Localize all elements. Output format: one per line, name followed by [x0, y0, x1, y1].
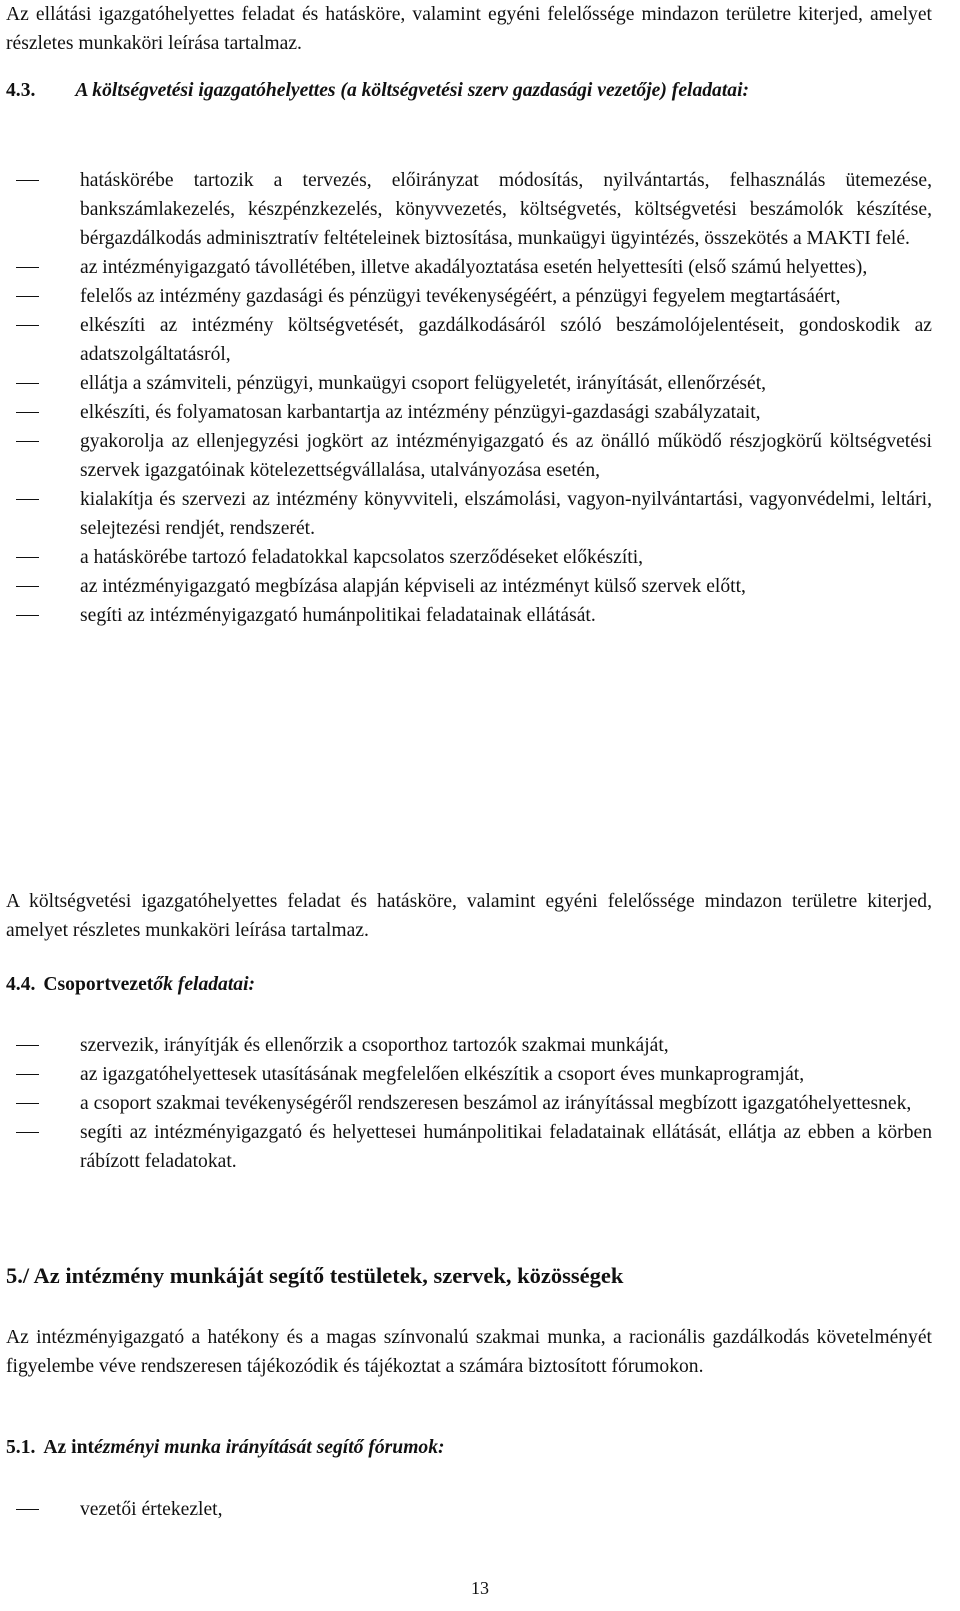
section-5-1-title-italic: ézményi munka irányítását segítő fórumok: — [94, 1437, 445, 1458]
list-item: elkészíti az intézmény költségvetését, gazdálkodásáról szóló beszámolójelentéseit, gondoskodik az adatszolgáltatásról, — [6, 311, 932, 369]
list-item: felelős az intézmény gazdasági és pénzügyi tevékenységéért, a pénzügyi fegyelem megtartásáért, — [6, 282, 932, 311]
list-item: az igazgatóhelyettesek utasításának megfelelően elkészítik a csoport éves munkaprogramját, — [6, 1060, 932, 1089]
section-5-paragraph: Az intézményigazgató a hatékony és a magas színvonalú szakmai munka, a racionális gazdálkodás követelményét figyelembe véve rendszeresen tájékozódik és tájékoztat a számára biztosított fórumokon. — [6, 1327, 932, 1377]
list-item: segíti az intézményigazgató humánpolitikai feladatainak ellátását. — [6, 601, 932, 630]
section-5-1-list — [6, 1495, 932, 1524]
list-item: segíti az intézményigazgató és helyettesei humánpolitikai feladatainak ellátását, ellátja az ebben a körben rábízott feladatokat. — [6, 1118, 932, 1176]
list-item: a hatáskörébe tartozó feladatokkal kapcsolatos szerződéseket előkészíti, — [6, 543, 932, 572]
dash-bullet-icon — [16, 383, 39, 384]
list-item: gyakorolja az ellenjegyzési jogkört az intézményigazgató és az önálló működő részjogkörű költségvetési szervek igazgatóinak kötelezettségvállalása, utalványozása esetén, — [6, 427, 932, 485]
section-5-1-number: 5.1. — [6, 1437, 36, 1458]
section-5-heading: 5./ Az intézmény munkáját segítő testületek, szervek, közösségek — [6, 1263, 624, 1288]
dash-bullet-icon — [16, 499, 39, 500]
dash-bullet-icon — [16, 412, 39, 413]
section-5-1-heading — [6, 1433, 932, 1462]
list-item: szervezik, irányítják és ellenőrzik a csoporthoz tartozók szakmai munkáját, — [6, 1031, 932, 1060]
list-item: kialakítja és szervezi az intézmény könyvviteli, elszámolási, vagyon-nyilvántartási, vagyonvédelmi, leltári, selejtezési rendjét, rendszerét. — [6, 485, 932, 543]
section-4-4-title-plain: Csoportvezet — [43, 974, 154, 995]
list-item: ellátja a számviteli, pénzügyi, munkaügyi csoport felügyeletét, irányítását, ellenőrzését, — [6, 369, 932, 398]
page-number: 13 — [471, 1578, 489, 1598]
list-item: hatáskörébe tartozik a tervezés, előirányzat módosítás, nyilvántartás, felhasználás ütemezése, bankszámlakezelés, készpénzkezelés, könyvvezetés, költségvetés, költségvetési beszámolók készítése, bérgazdálkodás adminisztratív feltételeinek biztosítása, munkaügyi ügyintézés, összekötés a MAKTI felé. — [6, 166, 932, 253]
list-item: az intézményigazgató megbízása alapján képviseli az intézményt külső szervek előtt, — [6, 572, 932, 601]
dash-bullet-icon — [16, 557, 39, 558]
dash-bullet-icon — [16, 267, 39, 268]
dash-bullet-icon — [16, 441, 39, 442]
dash-bullet-icon — [16, 325, 39, 326]
dash-bullet-icon — [16, 1045, 39, 1046]
section-4-4-number: 4.4. — [6, 974, 36, 995]
section-4-3-number: 4.3. — [6, 80, 36, 101]
section-4-4-list — [6, 1031, 932, 1176]
intro-paragraph: Az ellátási igazgatóhelyettes feladat és hatásköre, valamint egyéni felelőssége mindazon területre kiterjed, amelyet részletes munkaköri leírása tartalmaz. — [6, 4, 932, 54]
list-item: elkészíti, és folyamatosan karbantartja az intézmény pénzügyi-gazdasági szabályzatait, — [6, 398, 932, 427]
dash-bullet-icon — [16, 180, 39, 181]
dash-bullet-icon — [16, 1103, 39, 1104]
dash-bullet-icon — [16, 1132, 39, 1133]
section-4-4-heading — [6, 970, 932, 999]
dash-bullet-icon — [16, 586, 39, 587]
section-4-4-title-italic: ők feladatai: — [153, 974, 256, 995]
dash-bullet-icon — [16, 1509, 39, 1510]
section-5-1-title-plain: Az int — [43, 1437, 95, 1458]
dash-bullet-icon — [16, 615, 39, 616]
list-item: vezetői értekezlet, — [6, 1495, 932, 1524]
list-item: a csoport szakmai tevékenységéről rendszeresen beszámol az irányítással megbízott igazgatóhelyettesnek, — [6, 1089, 932, 1118]
section-4-3-title: A költségvetési igazgatóhelyettes (a költségvetési szerv gazdasági vezetője) feladatai: — [75, 80, 750, 101]
list-item: az intézményigazgató távollétében, illetve akadályoztatása esetén helyettesíti (első számú helyettes), — [6, 253, 932, 282]
section-4-3-heading — [6, 76, 932, 105]
dash-bullet-icon — [16, 296, 39, 297]
dash-bullet-icon — [16, 1074, 39, 1075]
section-4-3-list — [6, 166, 932, 630]
section-4-3-closing: A költségvetési igazgatóhelyettes feladat és hatásköre, valamint egyéni felelőssége mindazon területre kiterjed, amelyet részletes munkaköri leírása tartalmaz. — [6, 891, 932, 941]
